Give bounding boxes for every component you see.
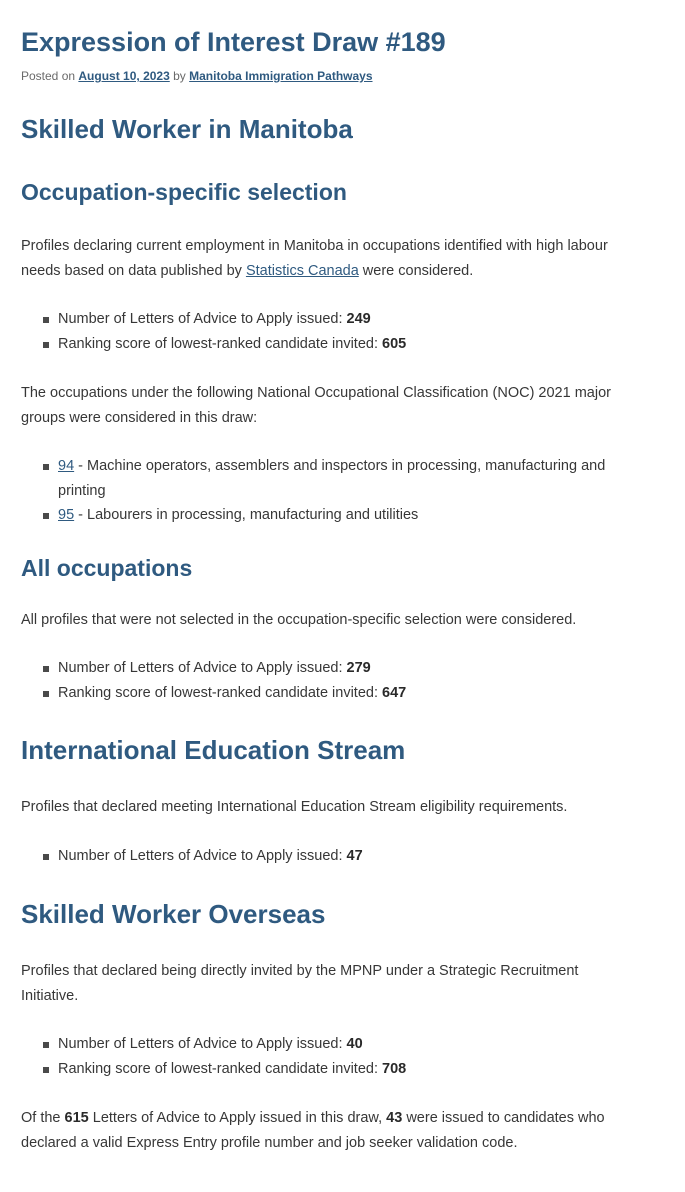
section-heading-international-education: International Education Stream bbox=[21, 735, 406, 765]
post-date-link[interactable]: August 10, 2023 bbox=[78, 69, 170, 83]
skilled-worker-overseas-stats-list bbox=[21, 1032, 664, 1081]
stat-label: Ranking score of lowest-ranked candidate invited: bbox=[58, 684, 383, 701]
stat-value: 40 bbox=[346, 1036, 363, 1052]
summary-express-entry-count: 43 bbox=[386, 1110, 403, 1126]
summary-paragraph bbox=[21, 1106, 611, 1155]
stat-value: 708 bbox=[382, 1060, 407, 1077]
noc-code-link[interactable]: 95 bbox=[58, 507, 75, 523]
intro-text-part1: Profiles declaring current employment in Manitoba in occupations identified with high labour needs based on data published by bbox=[21, 238, 608, 279]
list-item bbox=[58, 681, 618, 706]
noc-code-link[interactable]: 94 bbox=[58, 458, 75, 474]
list-item bbox=[58, 844, 618, 869]
section-heading-skilled-worker-overseas: Skilled Worker Overseas bbox=[21, 899, 326, 929]
post-meta bbox=[21, 68, 664, 84]
subsection-heading-occupation-specific: Occupation-specific selection bbox=[21, 179, 347, 205]
skilled-worker-overseas-intro: Profiles that declared being directly invited by the MPNP under a Strategic Recruitment Initiative. bbox=[21, 963, 579, 1004]
posted-on-label: Posted on bbox=[21, 69, 76, 83]
summary-part3: were issued to candidates who declared a valid Express Entry profile number and job seeker validation code. bbox=[21, 1110, 605, 1151]
summary-part2: Letters of Advice to Apply issued in this draw, bbox=[88, 1110, 387, 1126]
stat-label: Ranking score of lowest-ranked candidate invited: bbox=[58, 335, 383, 352]
intro-text-part2: were considered. bbox=[358, 262, 474, 279]
list-item bbox=[58, 454, 618, 503]
stat-value: 249 bbox=[346, 311, 371, 327]
noc-description: - Machine operators, assemblers and inspectors in processing, manufacturing and printing bbox=[58, 458, 606, 499]
occupation-specific-stats-list bbox=[21, 307, 664, 356]
all-occupations-intro: All profiles that were not selected in the occupation-specific selection were considered. bbox=[21, 611, 577, 628]
list-item bbox=[58, 503, 618, 528]
stat-label: Number of Letters of Advice to Apply issued: bbox=[58, 660, 347, 676]
international-education-stats-list bbox=[21, 844, 664, 869]
list-item bbox=[58, 307, 618, 332]
noc-groups-list bbox=[21, 454, 664, 528]
subsection-heading-all-occupations: All occupations bbox=[21, 554, 193, 581]
list-item bbox=[58, 332, 618, 357]
stat-value: 647 bbox=[382, 684, 407, 701]
summary-total: 615 bbox=[64, 1110, 89, 1126]
by-label: by bbox=[173, 69, 186, 83]
stat-label: Number of Letters of Advice to Apply issued: bbox=[58, 847, 347, 864]
stat-value: 605 bbox=[382, 335, 407, 352]
noc-intro: The occupations under the following National Occupational Classification (NOC) 2021 major groups were considered in this draw: bbox=[21, 385, 611, 426]
section-heading-skilled-worker-manitoba: Skilled Worker in Manitoba bbox=[21, 114, 353, 144]
stat-label: Number of Letters of Advice to Apply issued: bbox=[58, 311, 347, 327]
stat-value: 279 bbox=[346, 660, 371, 676]
post-title: Expression of Interest Draw #189 bbox=[21, 27, 446, 57]
summary-part1: Of the bbox=[21, 1110, 65, 1126]
list-item bbox=[58, 1057, 618, 1082]
noc-description: - Labourers in processing, manufacturing and utilities bbox=[74, 507, 419, 523]
international-education-intro: Profiles that declared meeting International Education Stream eligibility requirements. bbox=[21, 799, 568, 815]
all-occupations-stats-list bbox=[21, 656, 664, 705]
stat-label: Ranking score of lowest-ranked candidate invited: bbox=[58, 1060, 383, 1077]
author-link[interactable]: Manitoba Immigration Pathways bbox=[189, 69, 373, 83]
list-item bbox=[58, 656, 618, 681]
stat-label: Number of Letters of Advice to Apply issued: bbox=[58, 1036, 347, 1052]
statistics-canada-link[interactable]: Statistics Canada bbox=[245, 262, 359, 279]
occupation-specific-intro bbox=[21, 234, 611, 283]
list-item bbox=[58, 1032, 618, 1057]
stat-value: 47 bbox=[346, 847, 363, 864]
